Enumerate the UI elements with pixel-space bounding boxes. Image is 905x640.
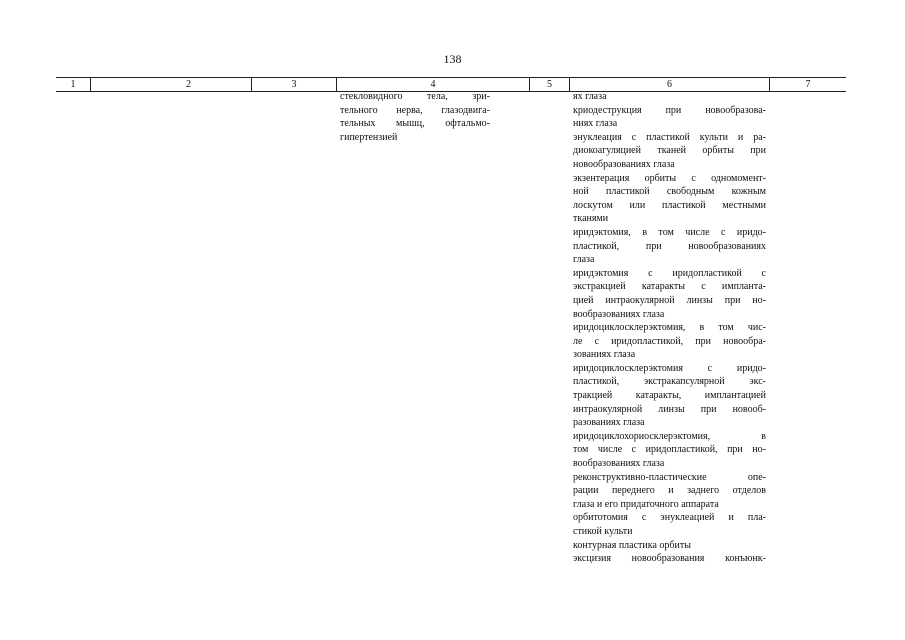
text-line: иридэктомия с иридопластикой с [573,267,766,279]
text-line: рации переднего и заднего отделов [573,485,766,497]
text-line: пластикой, при новообразованиях [573,240,766,252]
text-line: глаза [573,254,595,266]
page-number: 138 [443,52,462,66]
text-line: тканями [573,213,609,225]
text-line: лоскутом или пластикой местными [573,199,766,211]
text-line: стекловидного тела, зри- [340,91,490,102]
header-col-4: 4 [336,78,529,91]
text-line: тельных мышц, офтальмо- [340,118,490,130]
text-line: интраокулярной линзы при новооб- [573,403,766,415]
text-line: ниях глаза [573,118,618,130]
text-line: ле с иридопластикой, при новообра- [573,335,766,347]
text-line: иридоциклохориосклерэктомия, в [573,430,766,442]
text-line: цией интраокулярной линзы при но- [573,294,766,306]
text-line: разованиях глаза [573,417,645,429]
text-line: эксцизия новообразования конъюнк- [573,553,766,565]
text-line: новообразованиях глаза [573,158,675,170]
text-line: контурная пластика орбиты [573,539,691,551]
header-col-1: 1 [70,79,76,90]
text-line: зованиях глаза [573,349,636,361]
header-col-6: 6 [569,78,769,91]
header-col-7: 7 [769,78,846,91]
header-col-2: 2 [90,78,286,91]
column-6-text [573,90,766,566]
text-line: иридоциклосклерэктомия с иридо- [573,362,766,374]
text-line: экзентерация орбиты с одномомент- [573,172,766,184]
text-line: экстракцией катаракты с импланта- [573,281,766,293]
text-line: вообразованиях глаза [573,458,665,470]
header-col-3: 3 [251,78,336,91]
text-line: энуклеация с пластикой культи и ра- [573,131,766,143]
text-line: тракцией катаракты, имплантацией [573,390,766,402]
text-line: орбитотомия с энуклеацией и пла- [573,512,766,524]
text-line: том числе с иридопластикой, при но- [573,444,766,456]
text-line: пластикой, экстракапсулярной экс- [573,376,766,388]
text-line: криодеструкция при новообразова- [573,104,766,116]
text-line: глаза и его придаточного аппарата [573,498,719,510]
text-line: диокоагуляцией тканей орбиты при [573,145,766,157]
text-line: иридэктомия, в том числе с иридо- [573,226,766,238]
header-col-5: 5 [529,78,569,91]
text-line: иридоциклосклерэктомия, в том чис- [573,322,766,334]
text-line: ной пластикой свободным кожным [573,186,766,198]
text-line: вообразованиях глаза [573,308,665,320]
text-line: гипертензией [340,131,398,143]
text-line: стикой культи [573,526,633,537]
column-4-text [340,90,490,144]
text-line: тельного нерва, глазодвига- [340,104,490,116]
text-line: ях глаза [573,91,607,102]
text-line: реконструктивно-пластические опе- [573,471,766,483]
